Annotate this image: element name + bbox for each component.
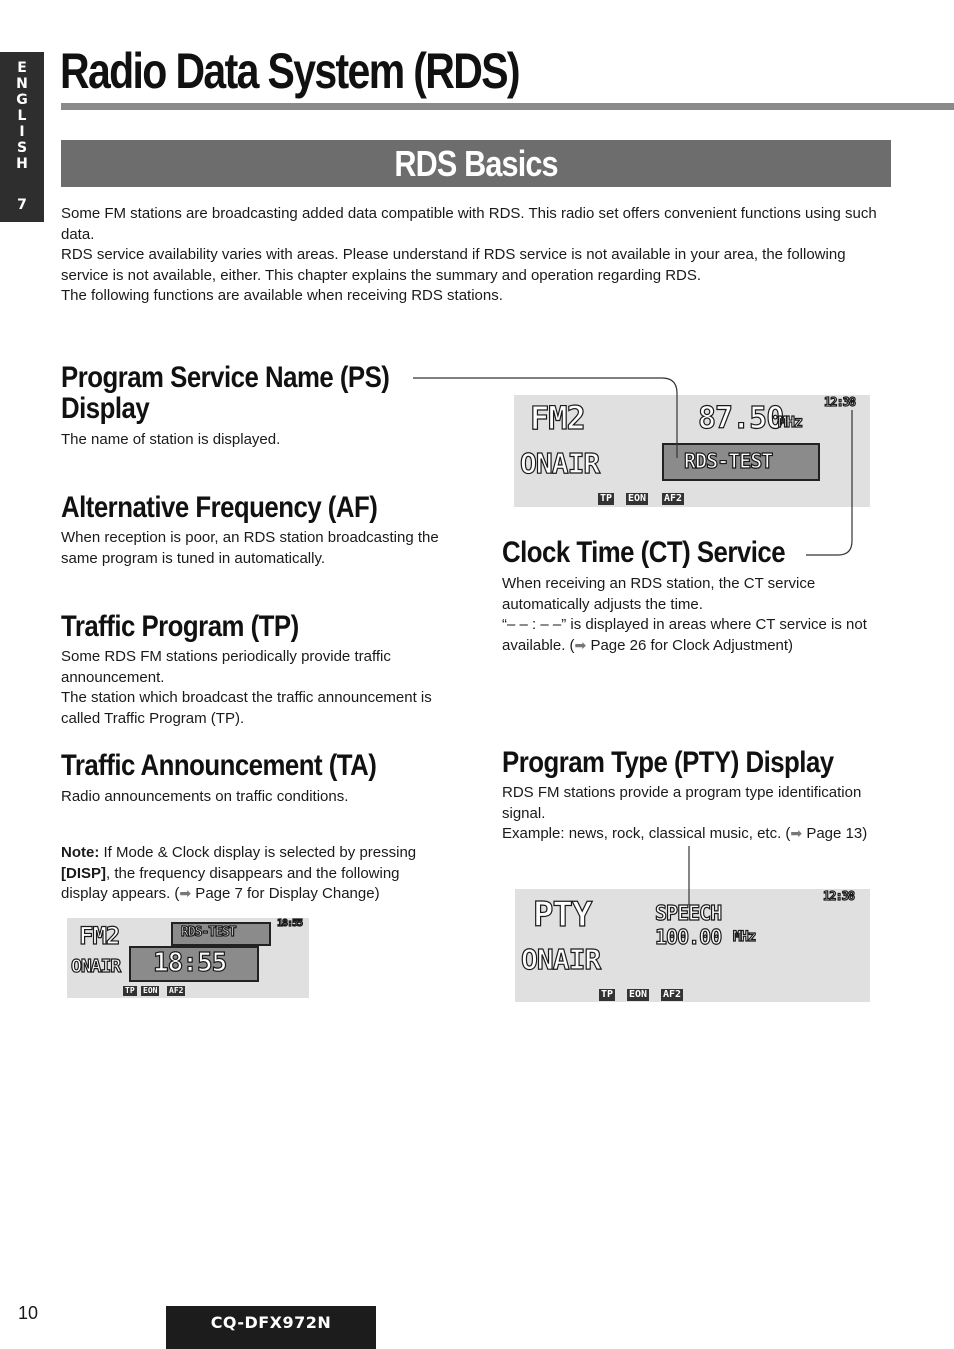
ct-paragraph: “– – : – –” is displayed in areas where CT service is not available. (➡ Page 26 for Clock Adjustment): [502, 616, 867, 654]
intro-paragraph: The following functions are available when receiving RDS stations.: [61, 287, 503, 304]
af-heading: Alternative Frequency (AF): [61, 491, 378, 524]
frequency-unit: MHz: [733, 929, 756, 945]
intro-paragraph: Some FM stations are broadcasting added data compatible with RDS. This radio set offers convenient functions using such data.: [61, 205, 877, 243]
ps-leader-line: [413, 378, 677, 458]
onair-label: ONAIR: [71, 956, 121, 977]
band-label: FM2: [530, 399, 585, 437]
tab-letter: H: [16, 156, 28, 172]
note-text-a: If Mode & Clock display is selected by pressing: [99, 844, 417, 861]
note-text-b: , the frequency disappears and the following display appears. (: [61, 864, 400, 902]
pty-heading: Program Type (PTY) Display: [502, 746, 834, 779]
clock-small: 12:38: [824, 395, 856, 409]
note-text-c: Page 7 for Display Change): [191, 885, 380, 902]
arrow-right-icon: ➡: [574, 637, 587, 654]
onair-label: ONAIR: [521, 943, 601, 976]
flag-eon: EON: [628, 493, 647, 504]
note-label: Note:: [61, 844, 100, 861]
page-number: 10: [18, 1303, 39, 1323]
tab-letter: L: [17, 108, 27, 124]
page-title: Radio Data System (RDS): [60, 43, 519, 99]
frequency-value: 87.50: [698, 401, 784, 436]
flag-eon: EON: [143, 986, 158, 995]
clock-time: 18:55: [153, 948, 227, 978]
onair-label: ONAIR: [520, 447, 600, 480]
tab-letter: I: [19, 124, 25, 140]
af-text: When reception is poor, an RDS station broadcasting the same program is tuned in automatically.: [61, 529, 439, 567]
pty-paragraph: RDS FM stations provide a program type identification signal.: [502, 784, 862, 822]
tp-heading: Traffic Program (TP): [61, 610, 299, 643]
pty-mode-label: PTY: [533, 895, 592, 935]
intro-paragraph: RDS service availability varies with areas. Please understand if RDS service is not available in your area, the following service is not available, either. This chapter explains the summary and operation regarding RDS.: [61, 246, 846, 284]
arrow-right-icon: ➡: [179, 886, 192, 902]
frequency-unit: MHz: [778, 413, 803, 431]
ta-heading: Traffic Announcement (TA): [61, 749, 377, 782]
tp-paragraph: The station which broadcast the traffic announcement is called Traffic Program (TP).: [61, 689, 432, 727]
ct-paragraph: When receiving an RDS station, the CT service automatically adjusts the time.: [502, 575, 816, 613]
ps-heading: Program Service Name (PS) Display: [61, 361, 390, 425]
tab-letter: G: [16, 92, 28, 108]
model-badge: CQ-DFX972N: [166, 1306, 376, 1349]
ps-name: RDS-TEST: [181, 925, 236, 940]
band-label: FM2: [79, 922, 120, 950]
ps-name: RDS-TEST: [684, 449, 773, 473]
flag-af: AF2: [663, 989, 682, 1000]
frequency-value: 100.00: [655, 925, 722, 949]
disp-key: [DISP]: [61, 864, 106, 882]
flag-tp: TP: [125, 986, 135, 995]
arrow-right-icon: ➡: [790, 826, 803, 842]
clock-small: 12:38: [823, 889, 855, 903]
pty-paragraph: Example: news, rock, classical music, etc. (➡ Page 13): [502, 825, 868, 842]
tab-letter: N: [16, 76, 28, 92]
flag-tp: TP: [600, 493, 613, 504]
flag-tp: TP: [601, 989, 614, 1000]
chapter-number: 7: [17, 197, 27, 213]
ct-leader-line: [806, 410, 852, 555]
tab-letter: S: [16, 140, 28, 156]
ct-heading: Clock Time (CT) Service: [502, 536, 786, 569]
section-title: RDS Basics: [394, 143, 558, 184]
pty-value: SPEECH: [655, 901, 722, 925]
flag-af: AF2: [169, 986, 184, 995]
tab-letter: E: [17, 60, 27, 76]
flag-eon: EON: [629, 989, 648, 1000]
flag-af: AF2: [664, 493, 683, 504]
tp-paragraph: Some RDS FM stations periodically provide traffic announcement.: [61, 648, 391, 686]
ta-text: Radio announcements on traffic conditions.: [61, 788, 349, 805]
ps-text: The name of station is displayed.: [61, 431, 281, 448]
clock-small: 18:55: [277, 918, 303, 929]
